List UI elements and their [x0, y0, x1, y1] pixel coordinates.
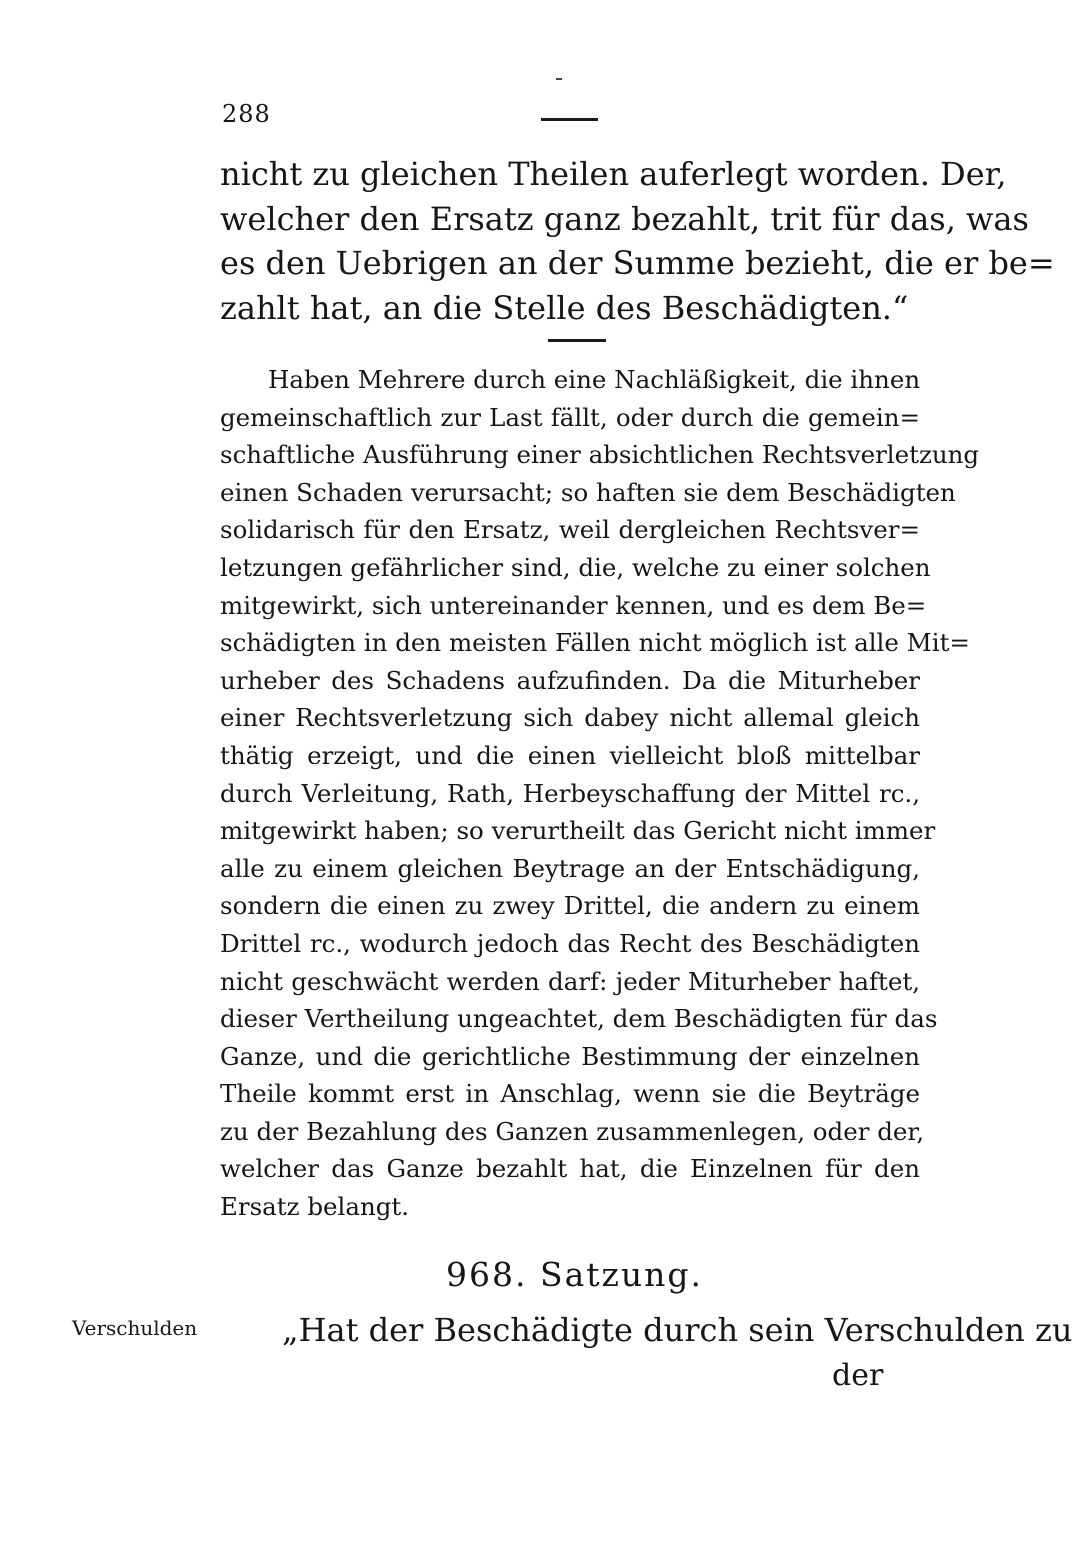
commentary-paragraph [220, 361, 980, 1226]
margin-note: Verschulden [72, 1316, 198, 1340]
text-line: es den Uebrigen an der Summe bezieht, die er be= [220, 244, 1055, 283]
text-line: welcher den Ersatz ganz bezahlt, trit für das, was [220, 199, 1029, 238]
text-line: nicht geschwächt werden darf: jeder Miturheber haftet, [220, 966, 920, 996]
catchword: der [832, 1358, 884, 1393]
text-line: dieser Vertheilung ungeachtet, dem Beschädigten für das [220, 1004, 938, 1034]
section-heading: 968. Satzung. [446, 1255, 704, 1294]
text-line: schaftliche Ausführung einer absichtlichen Rechtsverletzung [220, 440, 980, 470]
text-line: mitgewirkt, sich untereinander kennen, und es dem Be= [220, 590, 927, 620]
page-number: 288 [222, 100, 271, 128]
text-line: schädigten in den meisten Fällen nicht möglich ist alle Mit= [220, 628, 970, 658]
header-rule [541, 118, 598, 121]
text-line: mitgewirkt haben; so verurtheilt das Gericht nicht immer [220, 816, 936, 846]
text-line: einen Schaden verursacht; so haften sie dem Beschädigten [220, 477, 956, 507]
text-line: Drittel rc., wodurch jedoch das Recht des Beschädigten [220, 928, 920, 958]
text-line: solidarisch für den Ersatz, weil dergleichen Rechtsver= [220, 515, 920, 545]
text-line: sondern die einen zu zwey Drittel, die andern zu einem [220, 891, 920, 921]
text-line: zahlt hat, an die Stelle des Beschädigten.“ [220, 289, 909, 328]
text-line: Ganze, und die gerichtliche Bestimmung der einzelnen [220, 1041, 920, 1071]
text-line: Theile kommt erst in Anschlag, wenn sie die Beyträge [220, 1079, 920, 1109]
text-line: Ersatz belangt. [220, 1192, 410, 1222]
text-line: letzungen gefährlicher sind, die, welche zu einer solchen [220, 552, 931, 582]
text-line: welcher das Ganze bezahlt hat, die Einzelnen für den [220, 1154, 920, 1184]
text-line: zu der Bezahlung des Ganzen zusammenlegen, oder der, [220, 1116, 925, 1146]
statute-opening-line: „Hat der Beschädigte durch sein Verschulden zu [282, 1311, 1072, 1349]
text-line: Haben Mehrere durch eine Nachläßigkeit, die ihnen [268, 365, 921, 394]
text-line: gemeinschaftlich zur Last fällt, oder durch die gemein= [220, 402, 920, 432]
text-line: alle zu einem gleichen Beytrage an der Entschädigung, [220, 853, 920, 883]
text-line: nicht zu gleichen Theilen auferlegt worden. Der, [220, 155, 1007, 193]
text-line: durch Verleitung, Rath, Herbeyschaffung der Mittel rc., [220, 778, 920, 808]
text-line: urheber des Schadens aufzufinden. Da die Miturheber [220, 665, 920, 695]
text-line: einer Rechtsverletzung sich dabey nicht allemal gleich [220, 703, 920, 733]
continued-quote [220, 152, 1055, 331]
text-line: thätig erzeigt, und die einen vielleicht bloß mittelbar [220, 740, 920, 770]
ink-speck [556, 78, 562, 80]
section-rule [548, 339, 606, 342]
